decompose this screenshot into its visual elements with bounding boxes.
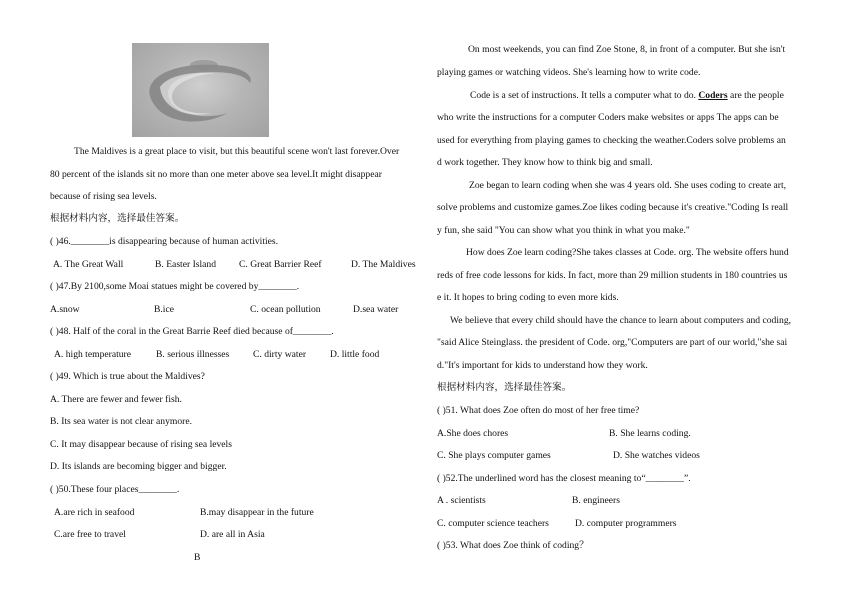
q47-option-c[interactable]: C. ocean pollution — [250, 304, 321, 315]
q52-option-b[interactable]: B. engineers — [572, 495, 620, 506]
q47-option-d[interactable]: D.sea water — [353, 304, 399, 315]
q50-option-a[interactable]: A.are rich in seafood — [54, 507, 135, 518]
passage-line: We believe that every child should have the chance to learn about computers and coding, — [450, 315, 792, 326]
passage-line: y fun, she said "You can show what you think in what you make." — [437, 225, 690, 236]
q46-option-c[interactable]: C. Great Barrier Reef — [239, 259, 322, 270]
q50-option-c[interactable]: C.are free to travel — [54, 529, 126, 540]
q46-option-d[interactable]: D. The Maldives — [351, 259, 416, 270]
intro-line: 80 percent of the islands sit no more than one meter above sea level.It might disappear — [50, 169, 382, 180]
question-46: ( )46.________is disappearing because of human activities. — [50, 236, 279, 247]
underlined-word-coders: Coders — [698, 90, 728, 101]
question-50: ( )50.These four places________. — [50, 484, 180, 495]
q49-option-c[interactable]: C. It may disappear because of rising sea levels — [50, 439, 232, 450]
passage-line: "said Alice Steinglass. the president of Code. org,"Computers are part of our world,"she sai — [437, 337, 788, 348]
q48-option-b[interactable]: B. serious illnesses — [156, 349, 230, 360]
q48-option-d[interactable]: D. little food — [330, 349, 380, 360]
q46-option-b[interactable]: B. Easter Island — [155, 259, 217, 270]
q48-option-a[interactable]: A. high temperature — [54, 349, 131, 360]
q47-option-a[interactable]: A.snow — [50, 304, 80, 315]
passage-line: used for everything from playing games to checking the weather.Coders solve problems an — [437, 135, 786, 146]
q51-option-c[interactable]: C. She plays computer games — [437, 450, 551, 461]
intro-line: The Maldives is a great place to visit, but this beautiful scene won't last forever.Over — [74, 146, 400, 157]
intro-line: because of rising sea levels. — [50, 191, 157, 202]
q51-option-d[interactable]: D. She watches videos — [613, 450, 700, 461]
passage-line: d work together. They know how to think big and small. — [437, 157, 653, 168]
instruction: 根据材料内容，选择最佳答案。 — [50, 213, 185, 224]
passage-text: Code is a set of instructions. It tells a computer what to do. — [470, 90, 699, 101]
question-52: ( )52.The underlined word has the closest meaning to“________”. — [437, 473, 691, 484]
q49-option-a[interactable]: A. There are fewer and fewer fish. — [50, 394, 182, 405]
passage-line: Zoe began to learn coding when she was 4 years old. She uses coding to create art, — [469, 180, 787, 191]
q50-option-d[interactable]: D. are all in Asia — [200, 529, 265, 540]
passage-line: playing games or watching videos. She's learning how to write code. — [437, 67, 701, 78]
passage-line: who write the instructions for a computer Coders make websites or apps The apps can be — [437, 112, 779, 123]
q51-option-b[interactable]: B. She learns coding. — [609, 428, 691, 439]
passage-line: On most weekends, you can find Zoe Stone, 8, in front of a computer. But she isn't — [468, 44, 786, 55]
q52-option-a[interactable]: A . scientists — [437, 495, 486, 506]
passage-line-with-keyword — [470, 90, 784, 102]
q49-option-b[interactable]: B. Its sea water is not clear anymore. — [50, 416, 192, 427]
q51-option-a[interactable]: A.She does chores — [437, 428, 509, 439]
q47-option-b[interactable]: B.ice — [154, 304, 174, 315]
q50-option-b[interactable]: B.may disappear in the future — [200, 507, 314, 518]
question-53: ( )53. What does Zoe think of coding？ — [437, 540, 589, 551]
q52-option-c[interactable]: C. computer science teachers — [437, 518, 549, 529]
q48-option-c[interactable]: C. dirty water — [253, 349, 307, 360]
passage-line: How does Zoe learn coding?She takes classes at Code. org. The website offers hund — [466, 247, 789, 258]
question-49: ( )49. Which is true about the Maldives? — [50, 371, 205, 382]
question-48: ( )48. Half of the coral in the Great Barrie Reef died because of________. — [50, 326, 334, 337]
maldives-island-photo — [132, 43, 269, 137]
q46-option-a[interactable]: A. The Great Wall — [53, 259, 124, 270]
passage-line: reds of free code lessons for kids. In fact, more than 29 million students in 180 countries us — [437, 270, 788, 281]
passage-line: solve problems and customize games.Zoe likes coding because it's creative."Coding Is reall — [437, 202, 789, 213]
passage-line: e it. It hopes to bring coding to even more kids. — [437, 292, 619, 303]
q49-option-d[interactable]: D. Its islands are becoming bigger and bigger. — [50, 461, 227, 472]
instruction: 根据材料内容，选择最佳答案。 — [437, 382, 572, 393]
passage-text: are the people — [727, 90, 784, 101]
question-51: ( )51. What does Zoe often do most of her free time? — [437, 405, 640, 416]
passage-line: d."It's important for kids to understand how they work. — [437, 360, 648, 371]
page-mark: B — [194, 552, 201, 563]
island-illustration — [132, 43, 269, 137]
q52-option-d[interactable]: D. computer programmers — [575, 518, 677, 529]
question-47: ( )47.By 2100,some Moai statues might be covered by________. — [50, 281, 300, 292]
